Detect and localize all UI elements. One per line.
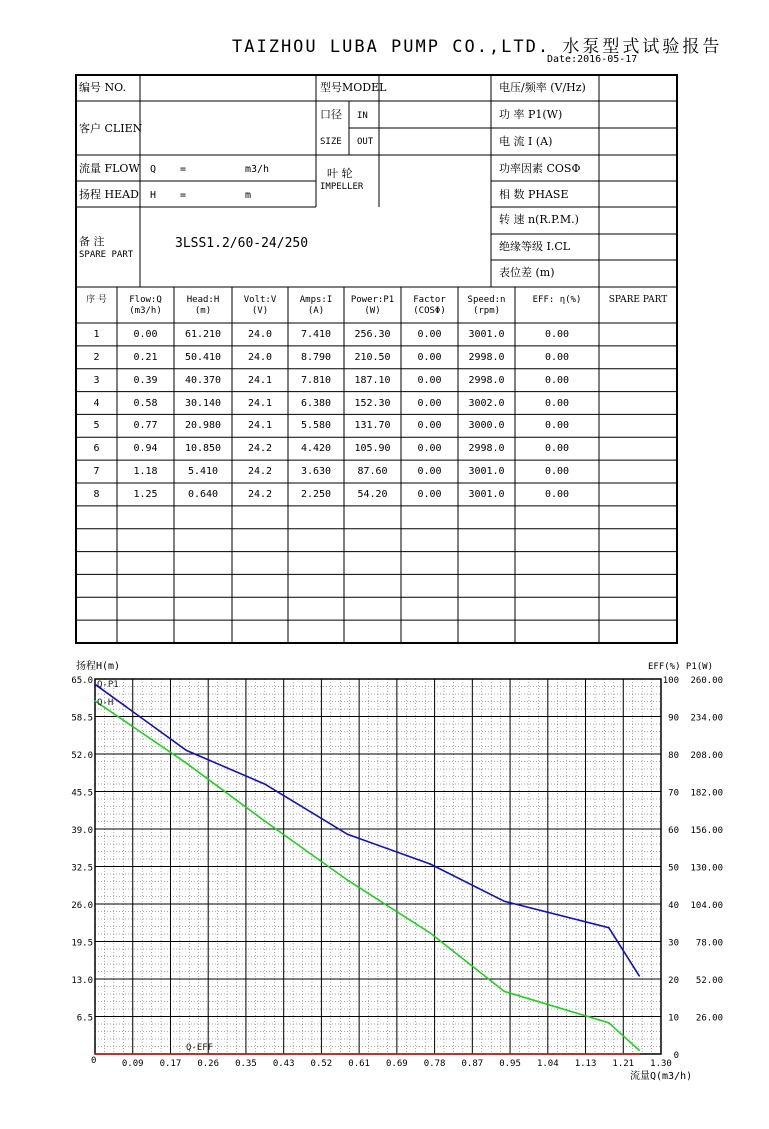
table-header [344,295,401,317]
y-eff-tick-label: 0 [673,1051,679,1061]
table-cell: 24.1 [247,397,273,409]
y-left-tick-label: 13.0 [71,976,93,986]
table-cell: 24.0 [247,329,273,340]
y-p1-tick-label: 208.00 [690,751,723,761]
x-tick-label: 0.26 [197,1059,220,1069]
table-header [232,295,288,317]
flow-unit: m3/h [245,164,270,175]
y-eff-tick-label: 30 [668,938,679,949]
table-header-line: Power:P1 [350,295,395,305]
table-header [174,295,232,317]
report-name: 水泵型式试验报告 [562,37,723,57]
data-point-q-eff [503,1053,505,1055]
table-cell: 0.94 [133,443,158,455]
data-point-q-h [264,820,266,822]
x-tick-label: 0.95 [499,1059,521,1069]
table-cell: 187.10 [354,374,391,386]
x-tick-label: 0.87 [461,1059,484,1069]
data-point-q-eff [429,1053,431,1055]
table-cell: 3002.0 [468,397,505,409]
table-cell: 7 [93,466,100,478]
table-cell: 87.60 [357,466,388,478]
y-eff-tick-label: 100 [662,676,679,686]
series-label-q-eff: Q-EFF [186,1043,214,1053]
data-point-q-h [94,700,96,702]
flow-q: Q [150,164,157,175]
x-tick-label: 0 [91,1056,97,1066]
x-tick-label: 0.52 [310,1059,333,1069]
report-date: Date:2016-05-17 [547,54,638,65]
table-header-line: (V) [251,306,269,316]
series-label-q-p1: Q-P1 [97,680,119,690]
table-cell: 0.00 [133,329,158,340]
table-cell: 3.630 [300,466,332,478]
y-p1-tick-label: 260.00 [690,676,723,686]
table-header-line: Speed:n [467,295,506,305]
data-point-q-h [638,1050,640,1052]
remark-label-en: SPARE PART [79,250,134,260]
x-tick-label: 0.17 [159,1059,182,1069]
no-label: 编号 NO. [79,81,126,94]
table-cell: 0.00 [544,443,570,455]
x-tick-label: 1.30 [650,1059,672,1069]
y-eff-tick-label: 90 [668,713,679,724]
current-label: 电 流 I (A) [499,135,553,148]
data-point-q-eff [186,1053,188,1055]
flow-label: 流量 FLOW [79,162,140,175]
table-cell: 0.00 [417,374,442,386]
flow-eq: = [180,164,187,175]
impeller-label: 叶 轮 [327,167,353,180]
y-p1-tick-label: 182.00 [690,788,723,799]
head-h: H [150,190,157,201]
in-label: IN [357,111,368,121]
data-point-q-p1 [264,783,266,785]
x-tick-label: 0.69 [386,1059,408,1069]
y-left-tick-label: 39.0 [71,826,93,836]
data-point-q-h [503,991,505,993]
table-cell: 5 [93,420,100,432]
y-left-tick-label: 6.5 [76,1013,93,1024]
table-cell: 7.810 [300,374,332,386]
company-name: TAIZHOU LUBA PUMP CO.,LTD. [232,37,551,57]
data-point-q-p1 [347,834,349,836]
table-cell: 0.58 [133,397,158,409]
performance-chart [0,655,769,1129]
table-cell: 1.18 [133,466,158,478]
table-header-line: Factor [413,295,446,305]
table-cell: 105.90 [354,443,391,455]
table-cell: 3000.0 [468,420,505,432]
table-cell: 0.00 [544,420,570,432]
y-eff-tick-label: 40 [668,901,679,911]
table-header-line: Flow:Q [129,295,162,305]
y-left-tick-label: 52.0 [71,751,93,761]
table-header-line: Head:H [186,295,220,305]
x-tick-label: 1.21 [612,1059,635,1069]
y-left-tick-label: 45.5 [71,788,93,799]
y-p1-tick-label: 78.00 [695,938,723,949]
data-point-q-eff [264,1053,266,1055]
insulation-label: 绝缘等级 I.CL [499,240,571,253]
voltage-label: 电压/频率 (V/Hz) [499,81,586,94]
table-cell: 24.0 [247,351,273,363]
table-cell: 2998.0 [468,374,505,386]
table-cell: 30.140 [184,397,222,409]
x-tick-label: 1.04 [536,1059,559,1069]
table-cell: 0.00 [417,466,442,478]
table-cell: 0.00 [544,351,570,363]
y-eff-tick-label: 80 [668,751,679,761]
table-cell: 1.25 [133,488,158,500]
table-cell: 0.00 [544,374,570,386]
y-p1-tick-label: 52.00 [695,976,723,986]
x-axis-title: 流量Q(m3/h) [630,1071,693,1082]
data-point-q-p1 [429,863,431,865]
data-point-q-p1 [186,750,188,752]
y-p1-tick-label: 26.00 [695,1013,723,1024]
table-cell: 20.980 [184,420,222,432]
data-point-q-h [347,879,349,881]
table-cell: 3001.0 [468,329,505,340]
y-eff-tick-label: 60 [668,826,679,836]
table-cell: 210.50 [354,351,391,363]
y-left-tick-label: 19.5 [71,938,93,949]
out-label: OUT [357,137,374,147]
table-cell: 2998.0 [468,351,505,363]
data-point-q-p1 [503,900,505,902]
data-point-q-p1 [608,927,610,929]
meter-label: 表位差 (m) [499,266,555,279]
table-header [76,295,117,306]
x-tick-label: 0.09 [121,1059,144,1069]
data-point-q-eff [94,1053,96,1055]
table-cell: 24.2 [247,488,273,500]
table-cell: 24.1 [247,420,273,432]
data-point-q-eff [638,1053,640,1055]
y-p1-tick-label: 104.00 [690,901,723,911]
table-cell: 0.00 [544,397,570,409]
pf-label: 功率因素 COSΦ [499,162,581,175]
data-point-q-h [608,1022,610,1024]
table-cell: 0.00 [417,329,442,340]
data-point-q-h [186,762,188,764]
x-tick-label: 1.13 [574,1059,597,1069]
table-cell: 0.00 [417,397,442,409]
table-header [599,295,677,306]
table-cell: 2998.0 [468,443,505,455]
table-header-line: Volt:V [243,295,277,305]
remark-value: 3LSS1.2/60-24/250 [175,236,309,251]
table-header-line: 序 号 [86,295,107,305]
x-tick-label: 0.43 [272,1059,295,1069]
data-point-q-eff [347,1053,349,1055]
table-cell: 10.850 [184,443,222,455]
table-header [458,295,515,317]
table-header-line: Amps:I [299,295,333,305]
y-eff-tick-label: 20 [668,976,679,986]
table-header [515,295,599,306]
table-cell: 7.410 [300,329,332,340]
table-cell: 5.410 [187,466,219,478]
caliber-label: 口径 [320,108,342,121]
table-header-line: (rpm) [472,306,501,316]
table-cell: 0.00 [544,466,570,478]
table-cell: 1 [93,329,100,340]
phase-label: 相 数 PHASE [499,188,569,201]
head-unit: m [245,190,252,201]
table-cell: 131.70 [354,420,391,432]
table-cell: 0.00 [417,351,442,363]
table-cell: 40.370 [184,374,222,386]
table-cell: 2.250 [300,488,332,500]
series-label-q-h: Q-H [97,698,114,708]
x-tick-label: 0.61 [348,1059,370,1069]
table-cell: 0.00 [417,420,442,432]
table-header-line: (COSΦ) [413,306,446,316]
table-header-line: (A) [307,306,325,316]
series-line-q-h [95,701,639,1050]
table-cell: 8 [93,488,100,500]
table-cell: 8.790 [300,351,332,363]
data-point-q-eff [608,1053,610,1055]
table-cell: 6 [93,443,100,455]
x-tick-label: 0.35 [235,1059,257,1069]
table-cell: 24.2 [247,443,273,455]
client-label: 客户 CLIEN [79,122,143,135]
head-eq: = [180,190,187,201]
size-label: SIZE [320,137,342,147]
table-cell: 0.39 [133,374,158,386]
impeller-label-en: IMPELLER [320,182,364,192]
table-header-line: (W) [364,306,381,316]
y-eff-tick-label: 10 [668,1013,679,1024]
table-cell: 0.00 [417,443,442,455]
table-cell: 24.1 [247,374,273,386]
table-cell: 152.30 [354,397,391,409]
table-cell: 3001.0 [468,488,505,500]
data-point-q-h [429,932,431,934]
speed-label: 转 速 n(R.P.M.) [499,213,579,226]
table-cell: 61.210 [184,329,222,340]
y-left-tick-label: 32.5 [71,863,93,874]
remark-label: 备 注 [79,235,105,248]
y-right-title: EFF(%) P1(W) [648,662,714,672]
table-cell: 0.640 [187,488,219,500]
table-cell: 4 [93,397,100,409]
y-p1-tick-label: 234.00 [690,713,723,724]
data-point-q-p1 [638,975,640,977]
table-cell: 0.21 [133,351,158,363]
y-eff-tick-label: 50 [668,863,679,874]
table-header [401,295,458,317]
table-header-line: (m) [194,306,212,316]
table-cell: 6.380 [300,397,332,409]
table-cell: 3001.0 [468,466,505,478]
y-eff-tick-label: 70 [668,788,679,799]
table-cell: 0.00 [544,488,570,500]
table-cell: 0.00 [544,329,570,340]
table-cell: 54.20 [357,488,388,500]
y-left-tick-label: 26.0 [71,901,93,911]
table-cell: 0.00 [417,488,442,500]
y-left-title: 扬程H(m) [76,661,121,672]
table-header-line: SPARE PART [608,295,668,305]
x-tick-label: 0.78 [423,1059,446,1069]
series-line-q-p1 [95,684,639,976]
table-header [117,295,174,317]
table-header-line: EFF: η(%) [532,295,582,305]
table-cell: 4.420 [300,443,332,455]
table-cell: 2 [93,351,100,363]
table-cell: 3 [93,374,100,386]
table-cell: 256.30 [354,329,391,340]
power-label: 功 率 P1(W) [499,108,563,121]
model-label: 型号MODEL [320,81,387,94]
table-cell: 50.410 [184,351,222,363]
table-cell: 0.77 [133,420,158,432]
y-p1-tick-label: 156.00 [690,826,723,836]
table-header [288,295,344,317]
table-header-line: (m3/h) [129,306,162,316]
table-cell: 24.2 [247,466,273,478]
table-cell: 5.580 [300,420,332,432]
y-left-tick-label: 65.0 [71,676,93,686]
head-label: 扬程 HEAD [79,188,139,201]
y-left-tick-label: 58.5 [71,713,93,724]
data-point-q-p1 [94,684,96,686]
y-p1-tick-label: 130.00 [690,863,723,874]
